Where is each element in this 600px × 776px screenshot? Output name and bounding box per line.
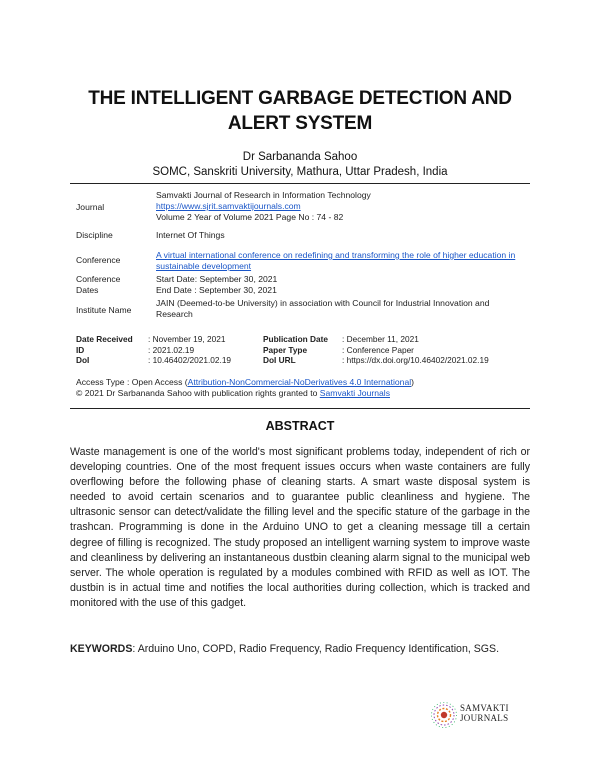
journal-label: Journal [76, 202, 105, 212]
keywords-paragraph [70, 642, 530, 657]
top-divider [70, 183, 530, 184]
conference-label: Conference [76, 255, 121, 265]
abstract-body: Waste management is one of the world's most significant problems today, independent of rich or developing countries. One of the most frequent issues occurs when waste containers are fully overflowing before the following phase of cleaning starts. A smart waste disposal system is needed to avoid certain scenarios and to guarantee public cleanliness and hygiene. The ultrasonic sensor can detect/validate the filling level and the specific stature of the garbage in the trashcan. Programming is done in the Arduino UNO to get a cleaning message till a certain degree of filling is recognized. The study proposed an intelligent warning system to improve waste and cleanliness by delivering an instantaneous dustbin cleaning alarm signal to the municipal web server. The whole operation is regulated by a modules combined with RFID as well as IOT. The dustbin is in actual time and notifies the local authorities during collection, which is tracked and monitored with the use of this gadget. [70, 446, 530, 609]
doi-url-label: DoI URL [263, 355, 296, 365]
access-prefix: Access Type : Open Access ( [76, 377, 188, 387]
conference-dates-label [76, 274, 154, 296]
date-received-value: : November 19, 2021 [148, 334, 226, 344]
author-block [40, 150, 560, 180]
bottom-divider [70, 408, 530, 409]
date-received-label: Date Received [76, 334, 133, 344]
conference-dates [156, 274, 528, 296]
abstract-heading: ABSTRACT [265, 419, 335, 433]
journal-name: Samvakti Journal of Research in Information Technology [156, 190, 371, 200]
access-type-line [76, 377, 536, 388]
conference-dates-label-line-2: Dates [76, 285, 99, 295]
copyright-prefix: © 2021 Dr Sarbananda Sahoo with publication rights granted to [76, 388, 320, 398]
institute-label: Institute Name [76, 305, 132, 315]
institute-value: JAIN (Deemed-to-be University) in association with Council for Industrial Innovation and Research [156, 298, 490, 319]
access-suffix: ) [411, 377, 415, 387]
doi-url-value[interactable]: : https://dx.doi.org/10.46402/2021.02.19 [342, 355, 489, 365]
details-right-values [342, 334, 532, 366]
end-date: End Date : September 30, 2021 [156, 285, 277, 295]
discipline-value: Internet Of Things [156, 230, 225, 240]
copyright-line [76, 388, 536, 399]
logo-text [460, 703, 509, 723]
start-date: Start Date: September 30, 2021 [156, 274, 278, 284]
license-link[interactable]: Attribution-NonCommercial-NoDerivatives 4.0 International [187, 377, 412, 387]
doi-value: : 10.46402/2021.02.19 [148, 355, 232, 365]
publisher-link[interactable]: Samvakti Journals [319, 388, 390, 398]
logo-line-2: JOURNALS [460, 713, 509, 723]
keywords-list: : Arduino Uno, COPD, Radio Frequency, Radio Frequency Identification, SGS. [132, 643, 500, 655]
conference-dates-label-line-1: Conference [76, 274, 121, 284]
keywords-label: KEYWORDS [70, 643, 133, 655]
details-left-values [148, 334, 258, 366]
id-value: : 2021.02.19 [148, 344, 195, 355]
doi-label: DoI [76, 355, 90, 365]
conference-link[interactable]: A virtual international conference on redefining and transforming the role of higher education in sustainable development [156, 250, 516, 271]
paper-title [40, 86, 560, 136]
author-affiliation: SOMC, Sanskriti University, Mathura, Uttar Pradesh, India [152, 166, 448, 178]
journal-url-link[interactable]: https://www.sjrit.samvaktijournals.com [156, 201, 301, 211]
publication-date-value: : December 11, 2021 [342, 334, 419, 344]
publication-date-label: Publication Date [263, 334, 329, 344]
discipline-label: Discipline [76, 230, 113, 240]
journal-info [156, 190, 528, 223]
paper-title-line-2: ALERT SYSTEM [227, 113, 373, 134]
logo-line-1: SAMVAKTI [460, 703, 509, 713]
conference-value-wrap [156, 250, 528, 272]
author-name: Dr Sarbananda Sahoo [242, 151, 358, 163]
paper-title-line-1: THE INTELLIGENT GARBAGE DETECTION AND [88, 88, 512, 109]
journal-volume: Volume 2 Year of Volume 2021 Page No : 74 - 82 [156, 212, 344, 222]
paper-type-label: Paper Type [263, 344, 308, 355]
id-label: ID [76, 344, 85, 355]
details-left-labels [76, 334, 146, 366]
details-right-labels [263, 334, 341, 366]
paper-type-value: : Conference Paper [342, 344, 414, 355]
